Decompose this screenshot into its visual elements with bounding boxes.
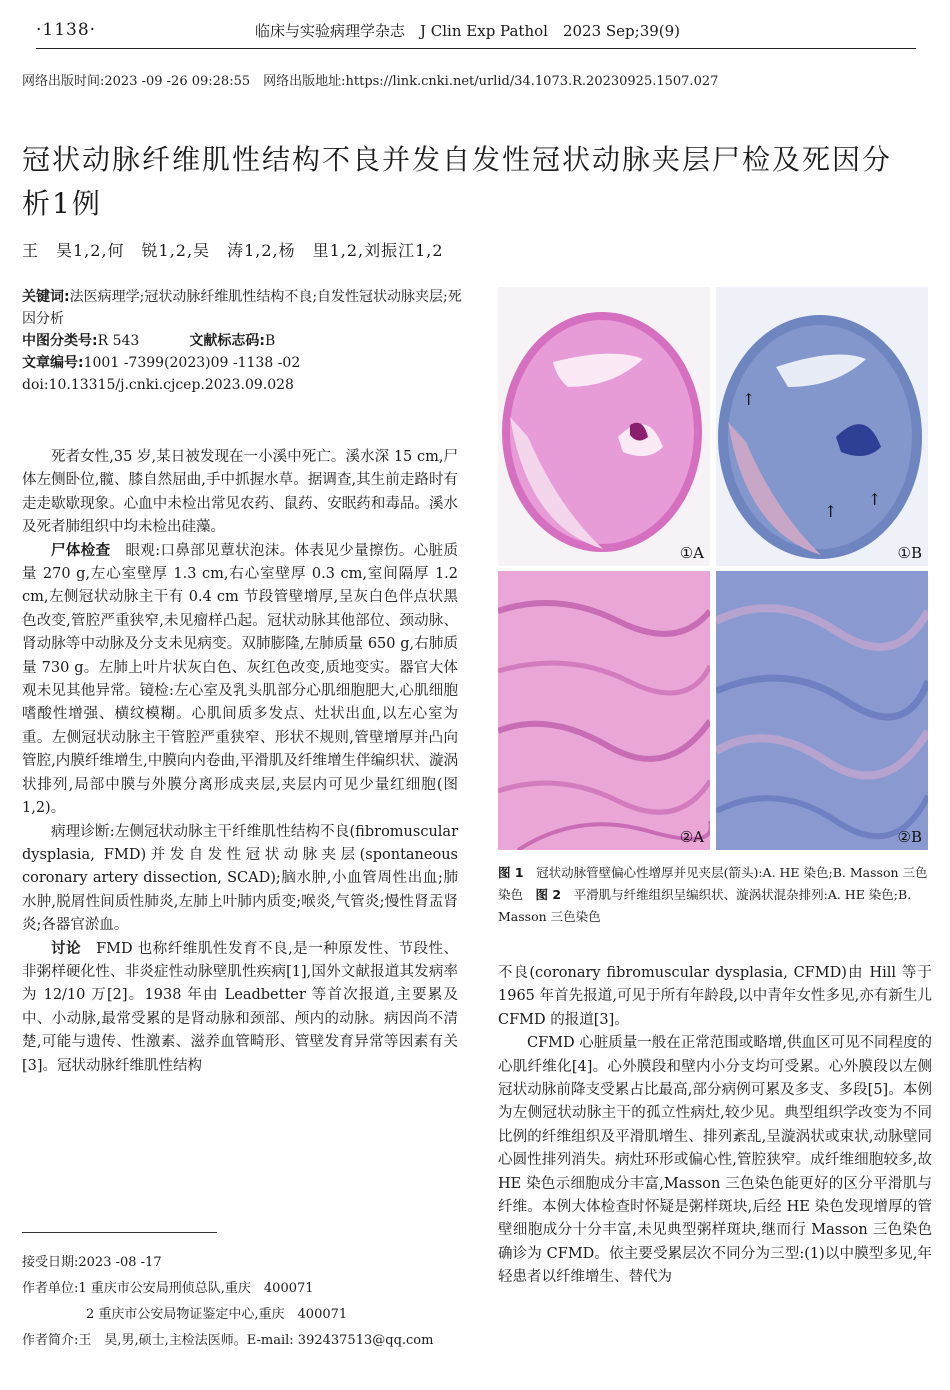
doi[interactable]: doi:10.13315/j.cnki.cjcep.2023.09.028 [22,377,294,393]
footnotes [22,1250,458,1354]
received-date: 接受日期:2023 -08 -17 [22,1255,162,1270]
micrograph-figure [498,287,930,850]
article-title: 冠状动脉纤维肌性结构不良并发自发性冠状动脉夹层尸检及死因分析1例 [22,143,893,220]
fig1-caption: 冠状动脉管壁偏心性增厚并见夹层(箭头):A. HE 染色;B. Masson 三色染色 [498,865,928,902]
panel-label: ①B [897,544,922,562]
author-unit-2: 2 重庆市公安局物证鉴定中心,重庆 400071 [86,1307,348,1322]
classification [22,330,462,352]
clc-value: R 543 [97,333,140,349]
discussion-paragraph [22,938,458,1078]
online-publication-line: 网络出版时间:2023 -09 -26 09:28:55 网络出版地址:https://link.cnki.net/urlid/34.1073.R.20230925.1507.027 [22,74,719,89]
figure-caption [498,862,932,928]
keywords-label: 关键词: [22,289,70,305]
doc-code-value: B [264,333,276,349]
header-rule [36,48,916,49]
fig2-caption: 平滑肌与纤维组织呈编织状、漩涡状混杂排列:A. HE 染色;B. Masson 三色染色 [498,887,912,924]
panel-1a-he [498,287,710,566]
discussion-text: FMD 也称纤维肌性发育不良,是一种原发性、节段性、非粥样硬化性、非炎症性动脉壁肌性疾病[1],国外文献报道其发病率为 12/10 万[2]。1938 年由 Leadbetter 等首次报道,主要累及中、小动脉,最常受累的是肾动脉和颈部、颅内的动脉。病因尚不清楚,可能与遗传、性激素、滋养血管畸形、管壁发育异常等因素有关[3]。冠状动脉纤维肌性结构 [22,940,459,1074]
article-number-label: 文章编号: [22,355,84,371]
journal-header: 临床与实验病理学杂志 J Clin Exp Pathol 2023 Sep;39(9) [255,22,681,40]
article-number-value: 1001 -7399(2023)09 -1138 -02 [83,355,301,371]
svg-text:↑: ↑ [824,502,838,521]
left-column-body [22,446,458,1078]
svg-text:↑: ↑ [868,490,882,509]
author-unit-1: 作者单位:1 重庆市公安局刑侦总队,重庆 400071 [22,1281,314,1296]
panel-label: ②A [679,828,704,846]
page-number: ·1138· [36,20,97,40]
svg-text:↑: ↑ [742,390,756,409]
clc-label: 中图分类号: [22,333,98,349]
cfmd-paragraph: CFMD 心脏质量一般在正常范围或略增,供血区可见不同程度的心肌纤维化[4]。心外膜段和壁内小分支均可受累。心外膜段以左侧冠状动脉前降支受累占比最高,部分病例可累及多支、多段[5]。本例为左侧冠状动脉主干的孤立性病灶,较少见。典型组织学改变为不同比例的纤维组织及平滑肌增生、排列紊乱,呈漩涡状或束状,动脉壁同心圆性排列消失。病灶环形或偏心性,管腔狭窄。成纤维细胞较多,故 HE 染色示细胞成分丰富,Masson 三色染色能更好的区分平滑肌与纤维。本例大体检查时怀疑是粥样斑块,后经 HE 染色发现增厚的管壁细胞成分十分丰富,未见典型粥样斑块,继而行 Masson 三色染色确诊为 CFMD。依主要受累层次不同分为三型:(1)以中膜型多见,年轻患者以纤维增生、替代为 [498,1035,932,1286]
panel-2b-masson [716,571,928,850]
author-bio: 作者简介:王 昊,男,硕士,主检法医师。E-mail: 392437513@qq.com [22,1333,434,1348]
panel-label: ①A [679,544,704,562]
article-number [22,352,462,374]
autopsy-heading: 尸体检查 [51,542,111,559]
fig1-label: 图 1 [498,865,524,880]
doc-code-label: 文献标志码: [189,333,265,349]
discussion-heading: 讨论 [51,940,82,957]
keywords-value: 法医病理学;冠状动脉纤维肌性结构不良;自发性冠状动脉夹层;死因分析 [22,289,462,327]
author-list: 王 昊1,2,何 锐1,2,吴 涛1,2,杨 里1,2,刘振江1,2 [22,241,444,260]
panel-2a-he [498,571,710,850]
autopsy-paragraph [22,540,458,821]
he-artery-image [498,287,710,566]
fig2-label: 图 2 [535,887,562,902]
autopsy-text: 眼观:口鼻部见蕈状泡沫。体表见少量擦伤。心脏质量 270 g,左心室壁厚 1.3 cm,右心室壁厚 0.3 cm,室间隔厚 1.2 cm,左侧冠状动脉主干有 0.4 cm 节段管壁增厚,呈灰白色伴点状黑色改变,管腔严重狭窄,未见瘤样凸起。冠状动脉其他部位、颈动脉、肾动脉等中动脉及分支未见病变。双肺膨隆,左肺质量 650 g,右肺质量 730 g。左肺上叶片状灰白色、灰红色改变,质地变实。器官大体观未见其他异常。镜检:左心室及乳头肌部分心肌细胞肥大,心肌细胞嗜酸性增强、横纹模糊。心肌间质多发点、灶状出血,以左心室为重。左侧冠状动脉主干管腔严重狭窄、形状不规则,管壁增厚并凸向管腔,内膜纤维增生,中膜向内卷曲,平滑肌及纤维增生伴编织状、漩涡状排列,局部中膜与外膜分离形成夹层,夹层内可见少量红细胞(图 1,2)。 [22,542,458,817]
right-column-body [498,962,932,1290]
masson-artery-image [716,287,928,566]
panel-1b-masson [716,287,928,566]
discussion-continued: 不良(coronary fibromuscular dysplasia, CFMD)由 Hill 等于 1965 年首先报道,可见于所有年龄段,以中青年女性多见,亦有新生儿 CFMD 的报道[3]。 [498,965,932,1028]
footnote-rule [22,1232,217,1233]
diagnosis-paragraph: 病理诊断:左侧冠状动脉主干纤维肌性结构不良(fibromuscular dysplasia, FMD)并发自发性冠状动脉夹层(spontaneous coronary artery dissection, SCAD);脑水肿,小血管周性出血;肺水肿,脱屑性间质性肺炎,左肺上叶肺内质变;喉炎,气管炎;慢性肾盂肾炎;各器官淤血。 [22,823,458,934]
case-history-paragraph: 死者女性,35 岁,某日被发现在一小溪中死亡。溪水深 15 cm,尸体左侧卧位,髋、膝自然屈曲,手中抓握水草。据调查,其生前走路时有走走歇歇现象。心血中未检出常见农药、鼠药、安眠药和毒品。溪水及死者肺组织中均未检出硅藻。 [22,449,458,536]
masson-tissue-image [716,571,928,850]
he-tissue-image [498,571,710,850]
keywords [22,286,462,330]
article-meta [22,286,462,396]
panel-label: ②B [897,828,922,846]
